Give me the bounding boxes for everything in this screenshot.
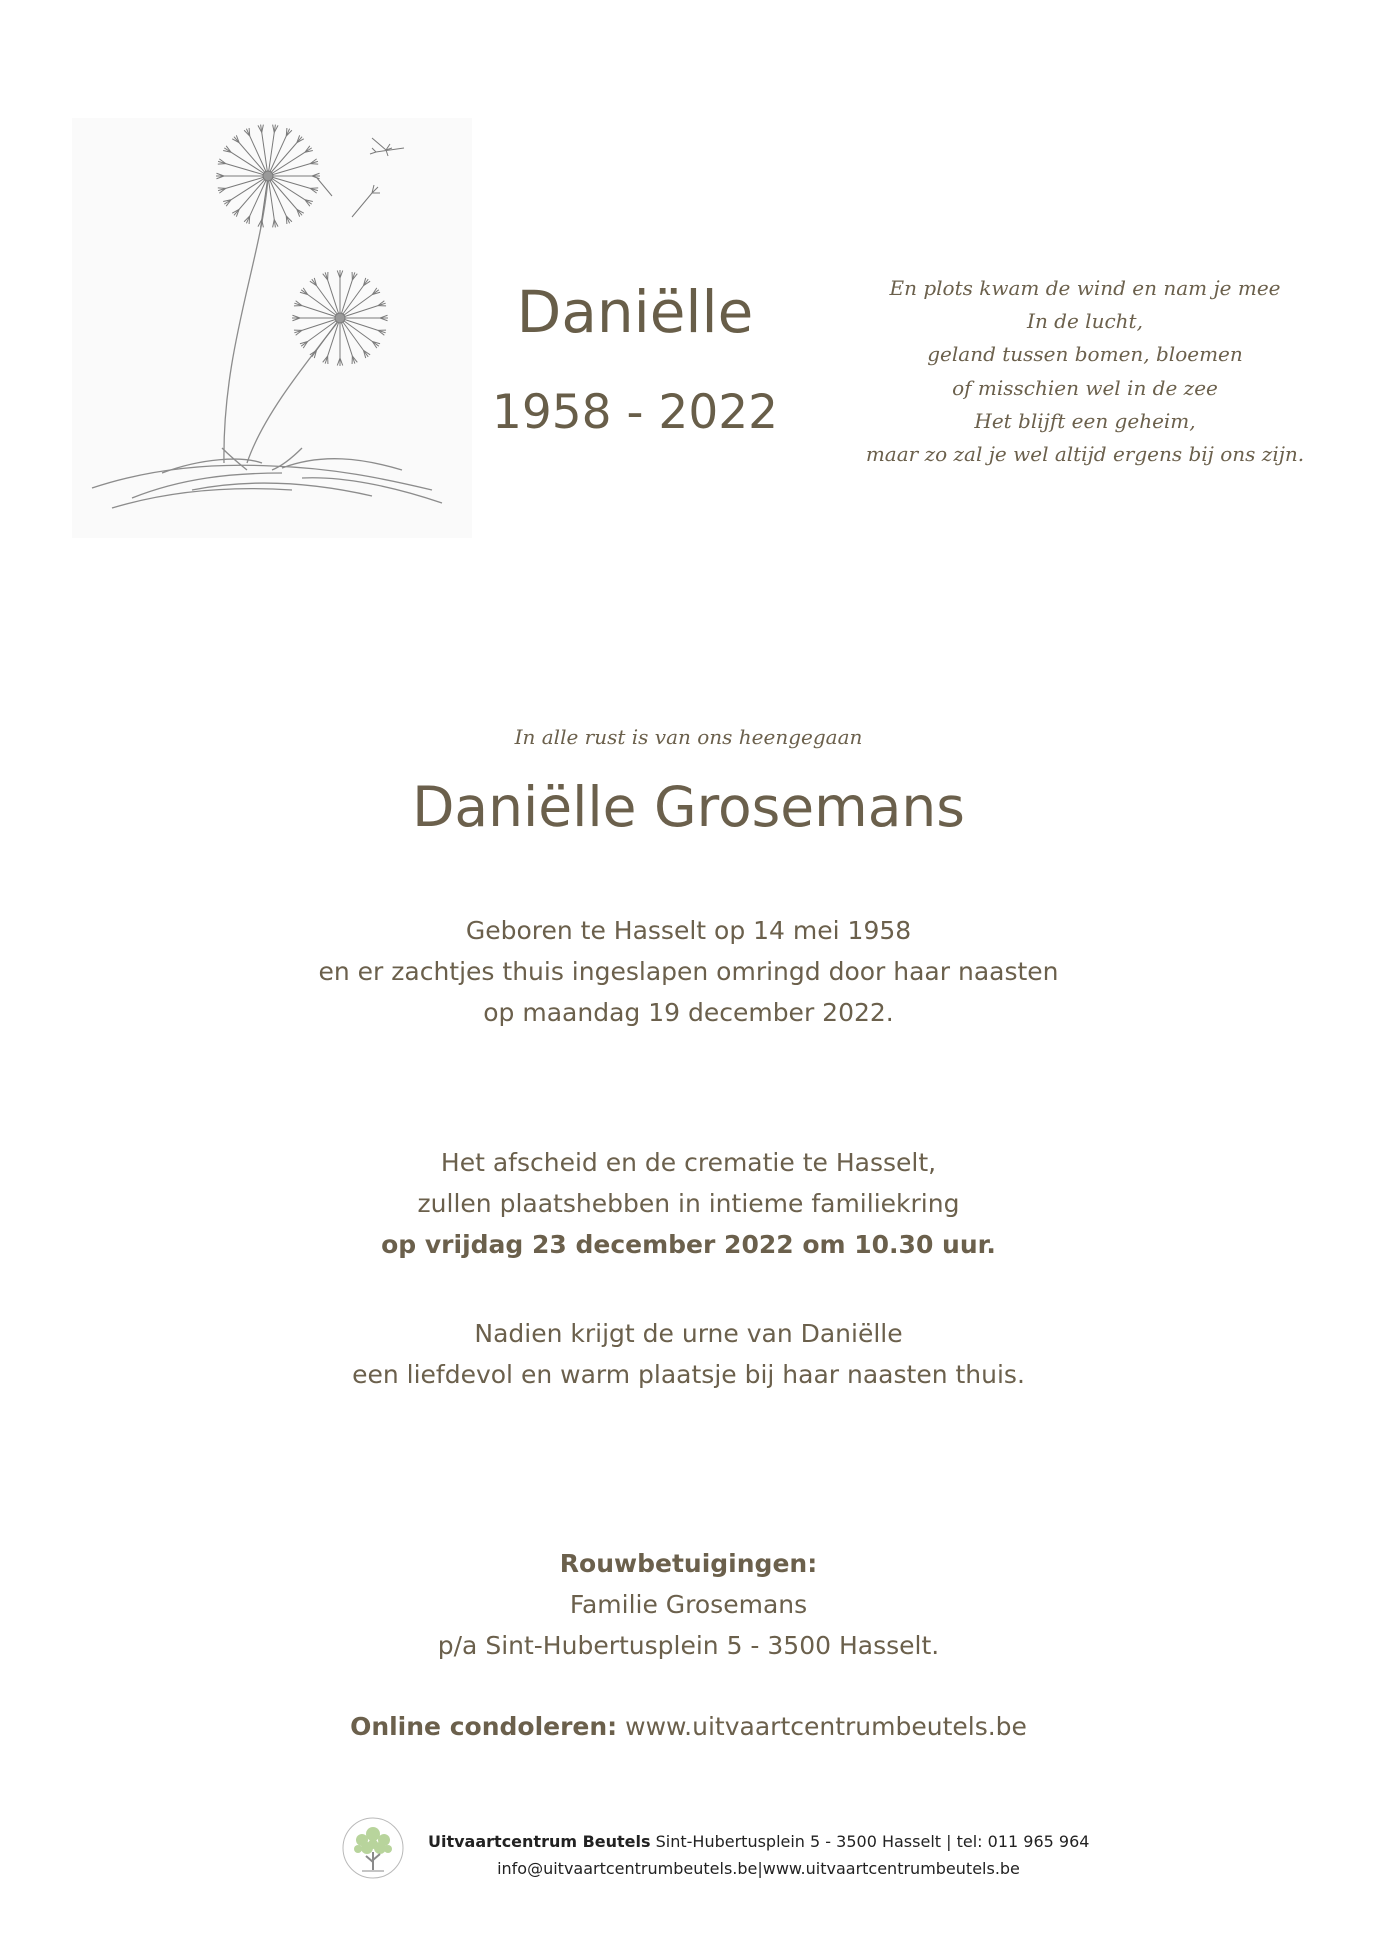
tree-logo-icon <box>340 1804 406 1892</box>
urn-paragraph <box>0 1313 1377 1395</box>
funeral-line: zullen plaatshebben in intieme familiekring <box>417 1189 960 1218</box>
poem-line: Het blijft een geheim, <box>974 408 1196 433</box>
birth-line: en er zachtjes thuis ingeslapen omringd door haar naasten <box>318 957 1059 986</box>
footer-company: Uitvaartcentrum Beutels <box>428 1832 651 1851</box>
condolence-title: Rouwbetuigingen: <box>559 1549 818 1578</box>
poem-line: In de lucht, <box>1027 309 1143 334</box>
footer-address <box>428 1832 1089 1851</box>
funeral-date: op vrijdag 23 december 2022 om 10.30 uur. <box>381 1230 996 1259</box>
footer-address-text: Sint-Hubertusplein 5 - 3500 Hasselt | tel: 011 965 964 <box>655 1832 1090 1851</box>
footer-contact[interactable]: info@uitvaartcentrumbeutels.be|www.uitvaartcentrumbeutels.be <box>497 1859 1020 1878</box>
dandelion-illustration <box>72 118 472 538</box>
condolence-line: p/a Sint-Hubertusplein 5 - 3500 Hasselt. <box>437 1631 940 1660</box>
full-name: Daniëlle Grosemans <box>412 775 965 839</box>
birth-line: op maandag 19 december 2022. <box>483 998 894 1027</box>
online-url[interactable]: www.uitvaartcentrumbeutels.be <box>625 1712 1027 1741</box>
online-condolence <box>0 1712 1377 1741</box>
online-label: Online condoleren: <box>350 1712 618 1741</box>
funeral-line: Het afscheid en de crematie te Hasselt, <box>440 1148 937 1177</box>
header-name: Daniëlle <box>516 278 754 346</box>
condolence-line: Familie Grosemans <box>569 1590 808 1619</box>
funeral-paragraph <box>0 1142 1377 1265</box>
poem-line: maar zo zal je wel altijd ergens bij ons zijn. <box>865 442 1305 467</box>
birth-paragraph <box>0 910 1377 1033</box>
poem-line: of misschien wel in de zee <box>952 375 1218 400</box>
poem <box>845 272 1325 471</box>
urn-line: Nadien krijgt de urne van Daniëlle <box>474 1319 903 1348</box>
birth-line: Geboren te Hasselt op 14 mei 1958 <box>465 916 912 945</box>
condolence-block <box>0 1543 1377 1666</box>
intro-text: In alle rust is van ons heengegaan <box>514 725 863 749</box>
poem-line: geland tussen bomen, bloemen <box>927 342 1243 367</box>
poem-line: En plots kwam de wind en nam je mee <box>889 276 1281 300</box>
urn-line: een liefdevol en warm plaatsje bij haar naasten thuis. <box>352 1360 1025 1389</box>
header-years: 1958 - 2022 <box>491 385 779 440</box>
